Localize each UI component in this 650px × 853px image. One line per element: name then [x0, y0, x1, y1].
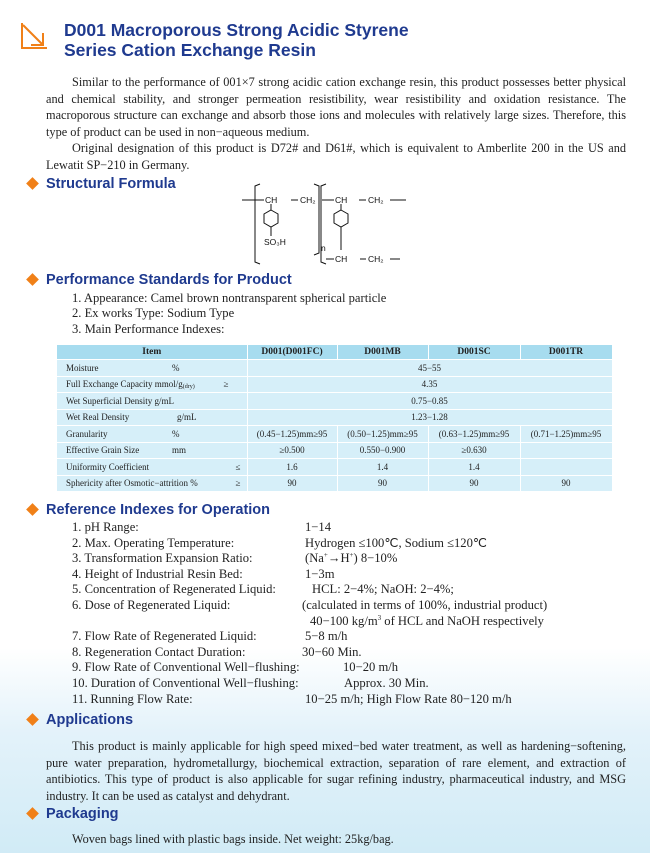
list-item: 9. Flow Rate of Conventional Well−flushing: 10−20 m/h [72, 660, 399, 675]
table-cell: (0.50−1.25)mm≥95 [337, 426, 428, 443]
list-item: 5. Concentration of Regenerated Liquid: HCL: 2−4%; NaOH: 2−4%; [72, 582, 454, 597]
row-label: Uniformity Coefficient ≤ [57, 459, 247, 476]
section-heading-reference-indexes: Reference Indexes for Operation [26, 502, 270, 518]
list-item: 1. pH Range: 1−14 [72, 520, 331, 534]
table-header-cell: D001(D001FC) [247, 345, 337, 360]
table-cell [520, 459, 612, 476]
diamond-bullet-icon [26, 807, 39, 820]
performance-indexes-table [57, 345, 613, 491]
reference-indexes-list [72, 520, 632, 707]
applications-text [46, 738, 626, 804]
table-cell: 90 [520, 475, 612, 491]
list-item: 6. Dose of Regenerated Liquid: (calculated in terms of 100%, industrial product) [72, 597, 548, 612]
table-row [57, 393, 612, 410]
title-line-2: Series Cation Exchange Resin [64, 40, 316, 60]
row-label: Granularity % [57, 426, 247, 443]
row-label: Effective Grain Size mm [57, 442, 247, 459]
table-header-cell: D001SC [428, 345, 520, 360]
table-cell: 0.550−0.900 [337, 442, 428, 459]
list-item: 2. Max. Operating Temperature: Hydrogen ≤100℃, Sodium ≤120℃ [72, 535, 488, 550]
table-cell: 1.4 [337, 459, 428, 476]
diamond-bullet-icon [26, 503, 39, 516]
table-row [57, 442, 612, 459]
intro-text [46, 74, 626, 173]
table-cell: (0.71−1.25)mm≥95 [520, 426, 612, 443]
list-item: 10. Duration of Conventional Well−flushing: Approx. 30 Min. [72, 675, 429, 690]
formula-ch2-2: CH₂ [368, 195, 384, 205]
formula-ch2-1: CH₂ [300, 195, 316, 205]
performance-item-1: 1. Appearance: Camel brown nontransparent spherical particle [72, 291, 387, 305]
formula-ch-3: CH [335, 254, 348, 264]
intro-paragraph-1: Similar to the performance of 001×7 strong acidic cation exchange resin, this product possesses better physical and chemical stability, and stronger permeation resistibility, wear resistibility and oxidation resistance. The macroporous structure can exchange and absorb those ions and molecules with relatively large sizes. Therefore, this type of product can be used in non−aqueous medium. [46, 75, 626, 139]
section-heading-performance-standards: Performance Standards for Product [26, 272, 292, 288]
row-label: Sphericity after Osmotic−attrition % ≥ [57, 475, 247, 491]
table-row [57, 426, 612, 443]
table-cell: (0.45−1.25)mm≥95 [247, 426, 337, 443]
list-item: 3. Transformation Expansion Ratio: (Na+→H+) 8−10% [72, 551, 398, 566]
table-row [57, 409, 612, 426]
performance-item-2: 2. Ex works Type: Sodium Type [72, 306, 235, 321]
section-heading-applications: Applications [26, 712, 133, 728]
diamond-bullet-icon [26, 177, 39, 190]
formula-ch-2: CH [335, 195, 348, 205]
table-header-cell: D001TR [520, 345, 612, 360]
table-cell: ≥0.500 [247, 442, 337, 459]
table-cell: ≥0.630 [428, 442, 520, 459]
formula-ch-1: CH [265, 195, 278, 205]
section-heading-packaging: Packaging [26, 806, 119, 822]
formula-subscript-n: n [321, 243, 326, 253]
table-row [57, 459, 612, 476]
table-header-cell: D001MB [337, 345, 428, 360]
performance-list [72, 291, 386, 337]
row-label: Full Exchange Capacity mmol/$g_{(dry)}$ ≥ [57, 376, 247, 393]
table-cell [520, 442, 612, 459]
row-label: Wet Real Density g/mL [57, 409, 247, 426]
table-header-cell: Item [57, 345, 247, 360]
applications-paragraph: This product is mainly applicable for high speed mixed−bed water treatment, as well as hardening−softening, pure water preparation, hydrometallurgy, biochemical extraction, separation of rare element, and extraction of antibiotics. This type of product is also applicable for sugar refining industry, pharmaceutical industry, and MSG industry. It can be used as catalyst and dehydrant. [46, 739, 626, 803]
table-cell: (0.63−1.25)mm≥95 [428, 426, 520, 443]
title-line-1: D001 Macroporous Strong Acidic Styrene [64, 20, 409, 40]
formula-so3h: SO₃H [264, 237, 286, 247]
list-item: 4. Height of Industrial Resin Bed: 1−3m [72, 566, 335, 581]
table-cell: 4.35 [247, 376, 612, 393]
intro-paragraph-2: Original designation of this product is D72# and D61#, which is equivalent to Amberlite 200 in the US and Lewatit SP−210 in Germany. [46, 141, 626, 172]
list-item: 7. Flow Rate of Regenerated Liquid: 5−8 m/h [72, 629, 348, 644]
table-cell: 1.4 [428, 459, 520, 476]
table-cell: 0.75−0.85 [247, 393, 612, 410]
list-item: 40−100 $kg/m^3$ of HCL and NaOH respectively [310, 613, 544, 628]
packaging-paragraph: Woven bags lined with plastic bags inside. Net weight: 25kg/bag. [72, 832, 394, 846]
table-row [57, 376, 612, 393]
list-item: 11. Running Flow Rate: 10−25 m/h; High Flow Rate 80−120 m/h [72, 691, 512, 706]
corner-arrow-icon [19, 21, 49, 51]
structural-formula-diagram [238, 180, 408, 270]
row-label: Moisture % [57, 360, 247, 377]
diamond-bullet-icon [26, 713, 39, 726]
table-cell: 1.6 [247, 459, 337, 476]
formula-ch2-3: CH₂ [368, 254, 384, 264]
table-header-row [57, 345, 612, 360]
page-title [64, 20, 624, 60]
performance-item-3: 3. Main Performance Indexes: [72, 321, 225, 336]
table-cell: 90 [247, 475, 337, 491]
table-cell: 90 [428, 475, 520, 491]
table-cell: 90 [337, 475, 428, 491]
packaging-text [46, 831, 626, 848]
section-heading-structural-formula: Structural Formula [26, 176, 176, 192]
table-cell: 45−55 [247, 360, 612, 377]
diamond-bullet-icon [26, 273, 39, 286]
table-row [57, 475, 612, 491]
table-cell: 1.23−1.28 [247, 409, 612, 426]
row-label: Wet Superficial Density g/mL [57, 393, 247, 410]
table-row [57, 360, 612, 377]
list-item: 8. Regeneration Contact Duration: 30−60 Min. [72, 644, 362, 659]
